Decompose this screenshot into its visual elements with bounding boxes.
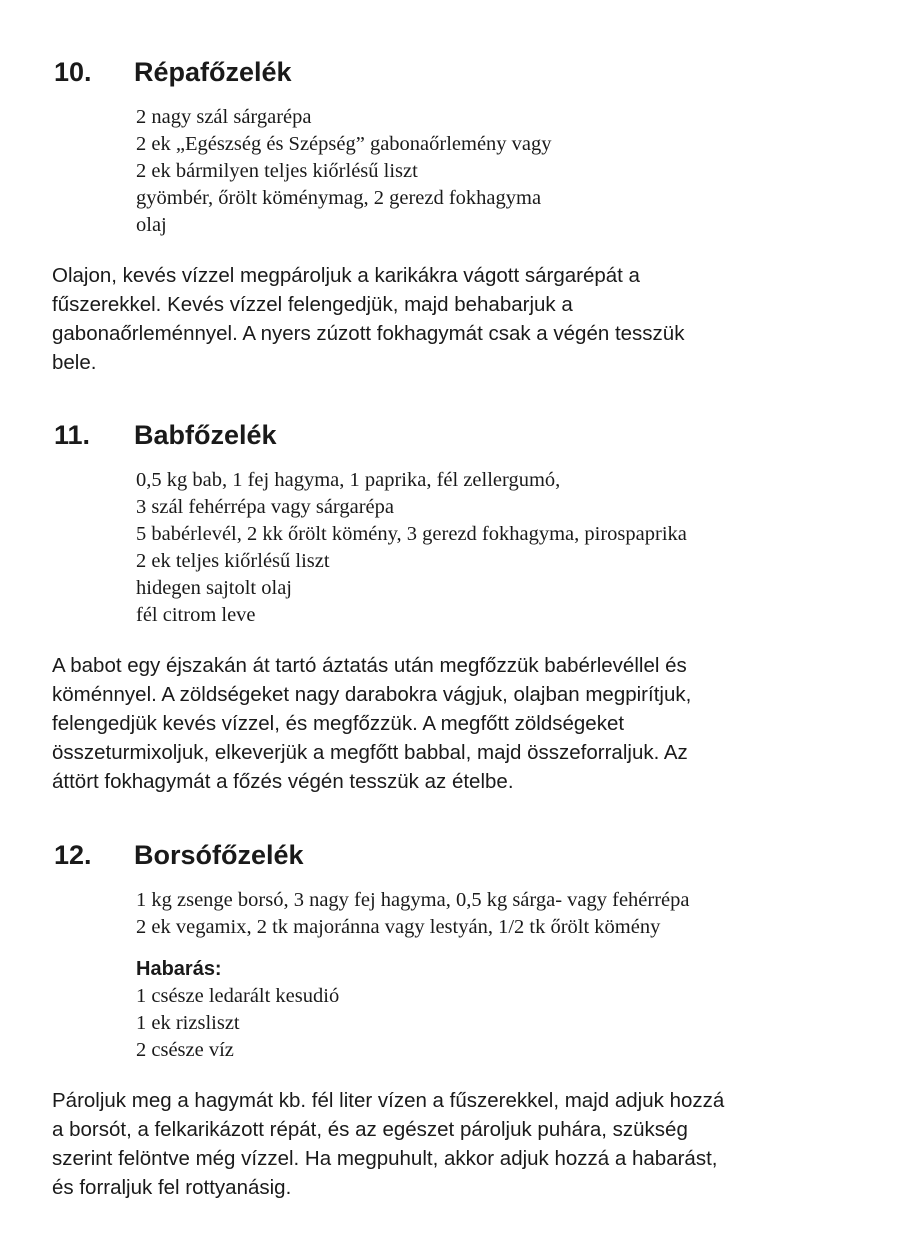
recipe-11: [0, 415, 900, 796]
method-paragraph: [52, 1086, 842, 1202]
recipe-title: Borsófőzelék: [134, 840, 304, 870]
recipe-12: [0, 835, 900, 1202]
ingredient-line: 1 kg zsenge borsó, 3 nagy fej hagyma, 0,5 kg sárga- vagy fehérrépa: [136, 889, 690, 911]
sub-heading: Habarás:: [136, 958, 222, 980]
method-line: A babot egy éjszakán át tartó áztatás után megfőzzük babérlevéllel és: [52, 654, 687, 677]
ingredient-list: [136, 467, 900, 629]
method-line: és forraljuk fel rottyanásig.: [52, 1176, 292, 1199]
method-line: gabonaőrleménnyel. A nyers zúzott fokhagymát csak a végén tesszük: [52, 322, 685, 345]
method-line: szerint felöntve még vízzel. Ha megpuhult, akkor adjuk hozzá a habarást,: [52, 1147, 718, 1170]
ingredient-line: 2 ek vegamix, 2 tk majoránna vagy lestyán, 1/2 tk őrölt kömény: [136, 916, 661, 938]
ingredient-line: 2 nagy szál sárgarépa: [136, 106, 312, 128]
recipe-header: [0, 52, 900, 92]
method-line: összeturmixoljuk, elkeverjük a megfőtt babbal, majd összeforraljuk. Az: [52, 741, 688, 764]
ingredient-line: 2 ek teljes kiőrlésű liszt: [136, 550, 330, 572]
ingredient-line: 1 csésze ledarált kesudió: [136, 985, 340, 1007]
method-line: fűszerekkel. Kevés vízzel felengedjük, majd behabarjuk a: [52, 293, 573, 316]
method-line: áttört fokhagymát a főzés végén tesszük az ételbe.: [52, 770, 514, 793]
recipe-title: Répafőzelék: [134, 57, 292, 87]
recipe-number: 11.: [54, 420, 91, 450]
ingredient-line: olaj: [136, 214, 167, 236]
method-line: felengedjük kevés vízzel, és megfőzzük. A megfőtt zöldségeket: [52, 712, 625, 735]
recipe-number: 12.: [54, 840, 92, 870]
method-line: Olajon, kevés vízzel megpároljuk a karikákra vágott sárgarépát a: [52, 264, 640, 287]
method-line: Pároljuk meg a hagymát kb. fél liter vízen a fűszerekkel, majd adjuk hozzá: [52, 1089, 725, 1112]
method-line: köménnyel. A zöldségeket nagy darabokra vágjuk, olajban megpirítjuk,: [52, 683, 692, 706]
ingredient-line: 2 ek bármilyen teljes kiőrlésű liszt: [136, 160, 418, 182]
sub-ingredient-list: [136, 983, 900, 1064]
ingredient-line: gyömbér, őrölt köménymag, 2 gerezd fokhagyma: [136, 187, 542, 209]
method-line: a borsót, a felkarikázott répát, és az egészet pároljuk puhára, szükség: [52, 1118, 688, 1141]
ingredient-line: 3 szál fehérrépa vagy sárgarépa: [136, 496, 395, 518]
method-paragraph: [52, 261, 842, 377]
recipe-header: [0, 415, 900, 455]
recipe-number: 10.: [54, 57, 92, 87]
ingredient-line: 1 ek rizsliszt: [136, 1012, 240, 1034]
ingredient-line: fél citrom leve: [136, 604, 256, 626]
ingredient-line: 0,5 kg bab, 1 fej hagyma, 1 paprika, fél zellergumó,: [136, 469, 561, 491]
ingredient-list: [136, 104, 900, 239]
recipe-title: Babfőzelék: [134, 420, 277, 450]
ingredient-line: hidegen sajtolt olaj: [136, 577, 292, 599]
ingredient-line: 5 babérlevél, 2 kk őrölt kömény, 3 gerezd fokhagyma, pirospaprika: [136, 523, 687, 545]
method-line: bele.: [52, 351, 97, 374]
recipe-header: [0, 835, 900, 875]
recipe-10: [0, 52, 900, 377]
ingredient-list: [136, 887, 900, 941]
ingredient-line: 2 csésze víz: [136, 1039, 234, 1061]
ingredient-line: 2 ek „Egészség és Szépség” gabonaőrlemény vagy: [136, 133, 552, 155]
method-paragraph: [52, 651, 842, 796]
